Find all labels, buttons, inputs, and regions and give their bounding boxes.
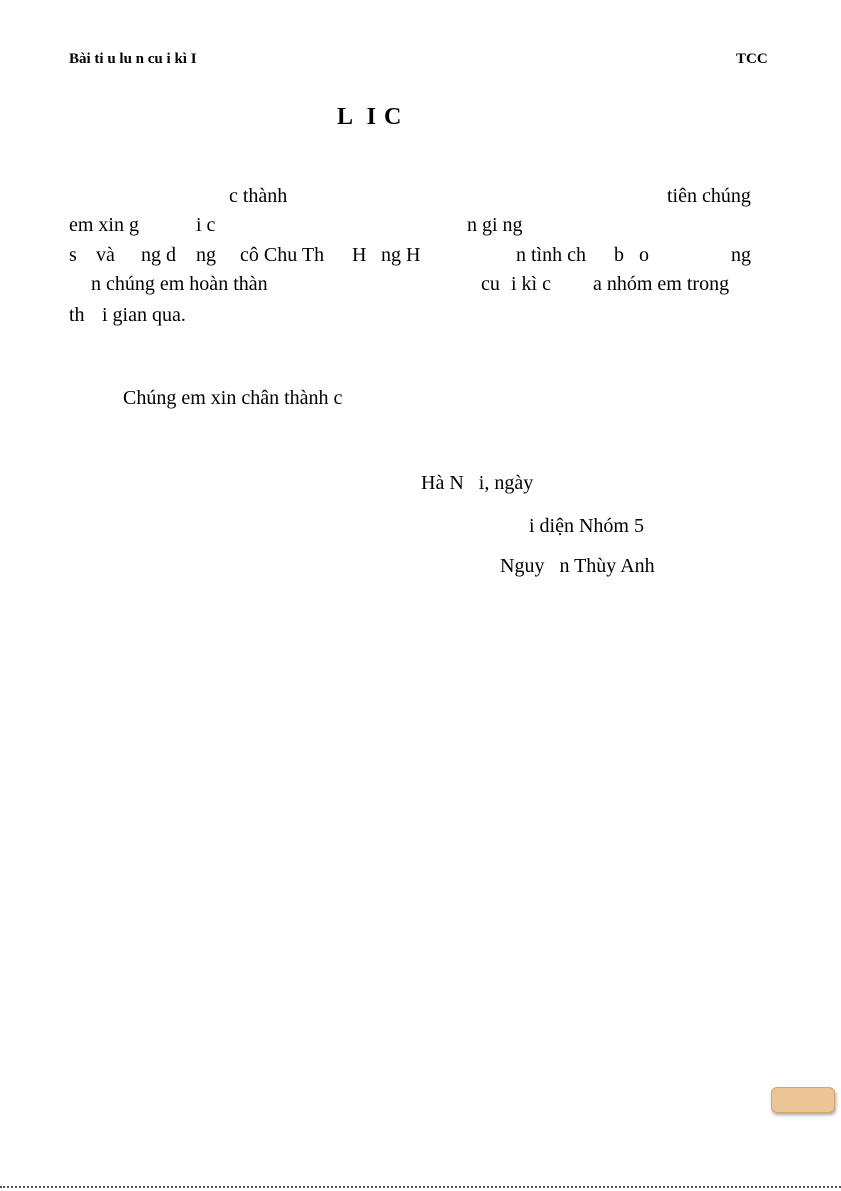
paragraph-line-1-a: c thành <box>229 185 288 207</box>
paragraph-line-4-d: a nhóm em trong <box>593 273 730 295</box>
paragraph-line-3-f: H <box>352 244 367 266</box>
paragraph-line-3-h: n tình ch <box>516 244 586 266</box>
paragraph-line-1-b: tiên chúng <box>667 185 751 207</box>
header-left-text: Bài ti u lu n cu i kì I <box>69 51 197 67</box>
page-title: L I C <box>337 104 403 130</box>
paragraph-line-4-b: cu <box>481 273 500 295</box>
paragraph-line-3-c: ng d <box>141 244 176 266</box>
paragraph-line-3-j: o <box>639 244 649 266</box>
paragraph-line-3-a: s <box>69 244 77 266</box>
signer-name: Nguy n Thùy Anh <box>500 555 655 577</box>
bottom-dotted-divider <box>0 1186 841 1188</box>
paragraph-line-2-b: i c <box>196 214 216 236</box>
paragraph-line-5-a: th <box>69 304 85 326</box>
thanks-line: Chúng em xin chân thành c <box>123 387 343 409</box>
place-date-line: Hà N i, ngày <box>421 472 534 494</box>
header-right-text: TCC <box>736 51 768 67</box>
paragraph-line-4-c: i kì c <box>511 273 551 295</box>
paragraph-line-5-b: i gian qua. <box>102 304 186 326</box>
paragraph-line-4-a: n chúng em hoàn thàn <box>91 273 268 295</box>
paragraph-line-2-a: em xin g <box>69 214 139 236</box>
paragraph-line-3-k: ng <box>731 244 751 266</box>
paragraph-line-2-c: n gi ng <box>467 214 523 236</box>
paragraph-line-3-b: và <box>96 244 115 266</box>
paragraph-line-3-d: ng <box>196 244 216 266</box>
paragraph-line-3-e: cô Chu Th <box>240 244 325 266</box>
paragraph-line-3-i: b <box>614 244 624 266</box>
paragraph-line-3-g: ng H <box>381 244 421 266</box>
representative-line: i diện Nhóm 5 <box>529 515 644 537</box>
page-number-badge <box>771 1087 835 1113</box>
